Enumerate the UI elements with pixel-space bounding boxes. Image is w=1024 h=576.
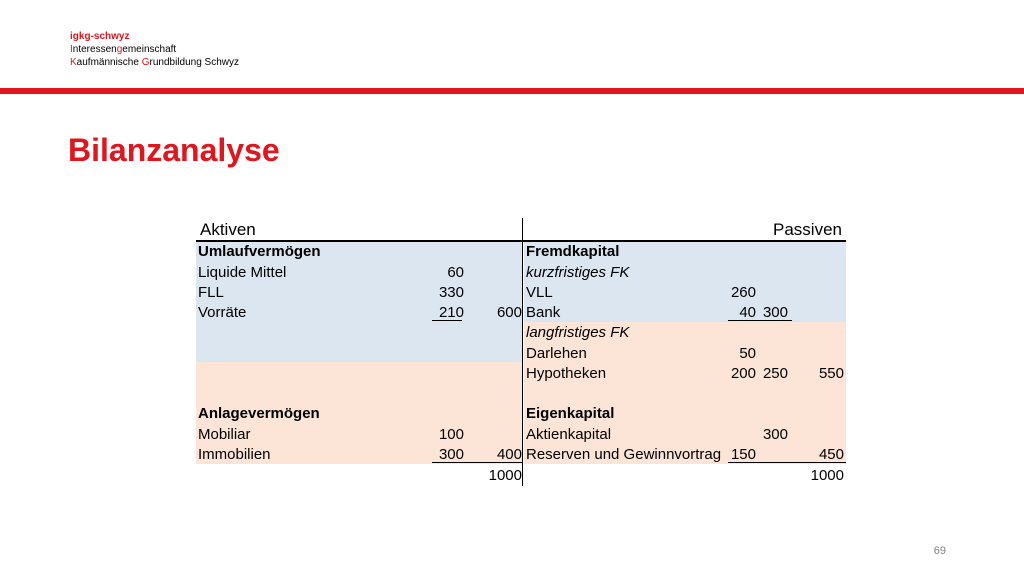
row-label: Darlehen: [526, 345, 587, 362]
short-term-label: kurzfristiges FK: [526, 264, 630, 281]
row-value: 40: [739, 304, 756, 321]
row-label: FLL: [198, 284, 224, 301]
center-divider: [522, 218, 523, 486]
organization-line-1: [70, 43, 239, 56]
row-subtotal: 300: [762, 426, 788, 443]
page-number: 69: [933, 545, 946, 557]
org-initial: g: [116, 44, 123, 55]
row-label: Mobiliar: [198, 426, 251, 443]
liabilities-sum: 1000: [810, 467, 844, 484]
org-text: nteressen: [72, 44, 117, 55]
row-label: Liquide Mittel: [198, 264, 287, 281]
equity-label: Eigenkapital: [526, 405, 615, 422]
row-value: 100: [438, 426, 464, 443]
row-label: Bank: [526, 304, 561, 321]
row-label: VLL: [526, 284, 553, 301]
row-value: 300: [438, 446, 464, 463]
row-value: 60: [447, 264, 464, 281]
assets-sum: 1000: [488, 467, 522, 484]
organization-name: igkg-schwyz: [70, 31, 130, 42]
row-total: 450: [818, 446, 844, 463]
fixed-assets-label: Anlagevermögen: [198, 405, 320, 422]
row-label: Immobilien: [198, 446, 271, 463]
row-value: 260: [730, 284, 756, 301]
row-value: 330: [438, 284, 464, 301]
org-initial: K: [70, 57, 77, 68]
organization-line-2: [70, 56, 239, 69]
row-label: Hypotheken: [526, 365, 607, 382]
row-total: 400: [496, 446, 522, 463]
org-text: aufmännische: [76, 57, 142, 68]
row-label: Reserven und Gewinnvortrag: [526, 446, 722, 463]
org-text: emeinschaft: [122, 44, 177, 55]
slide-title: Bilanzanalyse: [68, 132, 280, 168]
row-label: Vorräte: [198, 304, 247, 321]
row-value: 210: [438, 304, 464, 321]
row-value: 200: [730, 365, 756, 382]
row-label: Aktienkapital: [526, 426, 612, 443]
header-divider: [0, 88, 1024, 94]
liabilities-label: Fremdkapital: [526, 243, 620, 260]
org-initial: I: [70, 44, 73, 55]
long-term-label: langfristiges FK: [526, 324, 630, 341]
row-subtotal: 250: [762, 365, 788, 382]
organization-header: [70, 30, 239, 69]
row-value: 50: [739, 345, 756, 362]
row-total: 550: [818, 365, 844, 382]
org-initial: G: [141, 57, 150, 68]
row-subtotal: 300: [762, 304, 788, 321]
row-total: 600: [496, 304, 522, 321]
current-assets-label: Umlaufvermögen: [198, 243, 321, 260]
aktiven-header: Aktiven: [200, 220, 256, 239]
passiven-header: Passiven: [773, 220, 842, 239]
row-value: 150: [730, 446, 756, 463]
org-text: rundbildung Schwyz: [149, 57, 239, 68]
